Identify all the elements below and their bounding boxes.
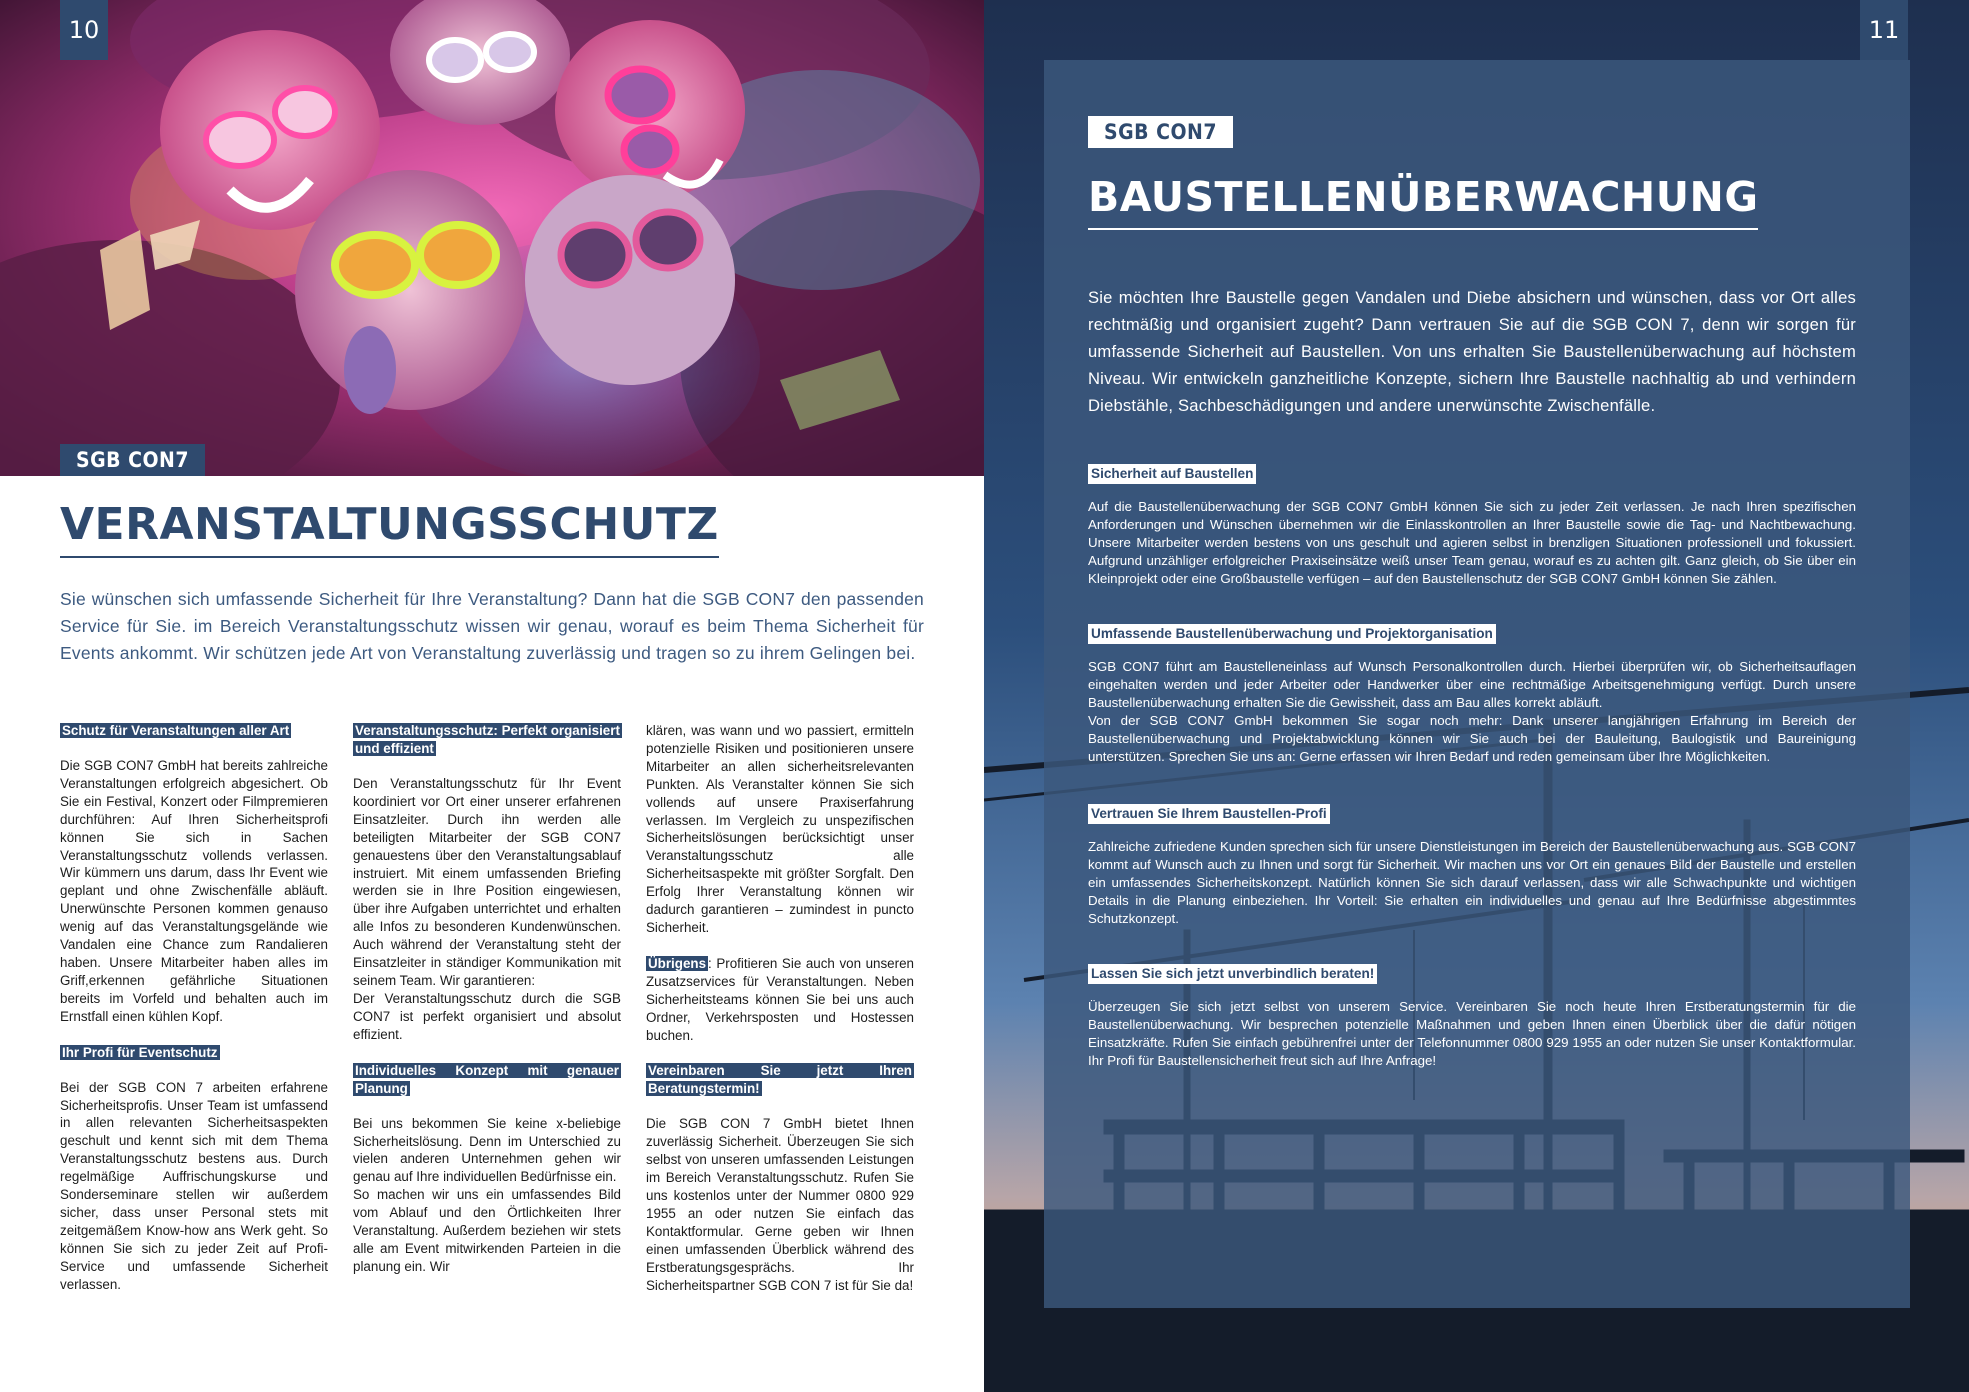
column-2 bbox=[353, 722, 621, 1294]
paragraph: Bei der SGB CON 7 arbeiten erfahrene Sicherheitsprofis. Unser Team ist umfassend in allen relevanten Sicherheitsaspekten geschult und kennt sich mit dem Thema Veranstaltungsschutz bestens aus. Durch regelmäßige Auffrischungskurse und Sonderseminare stellen wir außerdem sicher, dass unser Personal stets mit zeitgemäßem Know-how ans Werk geht. So können Sie sich zu jeder Zeit auf Profi-Service und umfassende Sicherheit verlassen. bbox=[60, 1079, 328, 1292]
page-title: BAUSTELLENÜBERWACHUNG bbox=[1088, 168, 1758, 230]
paragraph-note bbox=[646, 955, 914, 1045]
paragraph: Der Veranstaltungsschutz durch die SGB CON7 ist perfekt organisiert und absolut effizient. bbox=[353, 990, 621, 1042]
page-number: 10 bbox=[60, 0, 108, 60]
paragraph: Den Veranstaltungsschutz für Ihr Event koordiniert vor Ort einer unserer erfahrenen Einsatzleiter. Durch ihn werden alle beteiligten Mitarbeiter der SGB CON7 genauestens über den Veranstaltungsablauf instruiert. Mit einem umfassenden Briefing werden sie in Ihre Position eingewiesen, über ihre Aufgaben unterrichtet und erhalten alle Infos zu besonderen Kundenwünschen. Auch während der Veranstaltung steht der Einsatzleiter in ständiger Kommunikation mit seinem Team. Wir garantieren: bbox=[353, 776, 621, 988]
section-heading: Vertrauen Sie Ihrem Baustellen-Profi bbox=[1088, 804, 1330, 824]
article-columns bbox=[60, 722, 926, 1322]
paragraph: So machen wir uns ein umfassendes Bild vom Ablauf und den Örtlichkeiten Ihrer Veranstaltung. Außerdem beziehen wir stets alle am Event mitwirkenden Parteien in die planung ein. Wir bbox=[353, 1187, 621, 1274]
paragraph: klären, was wann und wo passiert, ermitteln potenzielle Risiken und positionieren unsere Mitarbeiter an allen sicherheitsrelevanten Punkten. Als Veranstalter können Sie sich vollends auf unsere Praxiserfahrung verlassen. Im Vergleich zu unspezifischen Sicherheitslösungen berücksichtigt unser Veranstaltungsschutz alle Sicherheitsaspekte mit größter Sorgfalt. Den Erfolg Ihrer Veranstaltung können wir dadurch garantieren – zumindest in puncto Sicherheit. bbox=[646, 723, 914, 935]
subheading: Schutz für Veranstaltungen aller Art bbox=[62, 723, 290, 738]
section-body: Von der SGB CON7 GmbH bekommen Sie sogar noch mehr: Dank unserer langjährigen Erfahrung im Bereich der Baustellenüberwachung und Projektabwicklung können wir Sie auch bei der Bauleitung, Baulogistik und Baureinigung unterstützen. Sprechen Sie uns an: Gerne erfassen wir Ihren Bedarf und reden gemeinsam über Ihre Möglichkeiten. bbox=[1088, 712, 1856, 764]
page-number: 11 bbox=[1860, 0, 1908, 60]
section-body: Überzeugen Sie sich jetzt selbst von unserem Service. Vereinbaren Sie noch heute Ihren Erstberatungstermin für die Baustellenüberwachung. Wir besprechen potenzielle Maßnahmen und geben Ihnen einen Überblick über die dafür nötigen Einsatzkräfte. Rufen Sie einfach gebührenfrei unter der Telefonnummer 0800 929 1955 an oder nutzen Sie unser Kontaktformular. Ihr Profi für Baustellensicherheit freut sich auf Ihre Anfrage! bbox=[1088, 999, 1856, 1068]
right-page bbox=[984, 0, 1969, 1392]
paragraph: Bei uns bekommen Sie keine x-beliebige Sicherheitslösung. Denn im Unterschied zu vielen anderen Unternehmen gehen wir genau auf Ihre individuellen Bedürfnisse ein. bbox=[353, 1115, 621, 1185]
note-text: : Profitieren Sie auch von unseren Zusatzservices für Veranstaltungen. Neben Sicherheitsteams können Sie bei uns auch Ordner, Verkehrsposten und Hostessen buchen. bbox=[646, 955, 914, 1043]
left-page bbox=[0, 0, 984, 1392]
brand-tag: SGB CON7 bbox=[60, 444, 205, 476]
section-trust bbox=[1088, 804, 1856, 928]
subheading: Vereinbaren Sie jetzt Ihren Beratungstermin! bbox=[648, 1063, 912, 1097]
intro-text: Sie möchten Ihre Baustelle gegen Vandalen und Diebe absichern und wünschen, dass vor Ort alles rechtmäßig und organisiert zugeht? Dann vertrauen Sie auf die SGB CON 7, denn wir sorgen für umfassende Sicherheit auf Baustellen. Von uns erhalten Sie Baustellenüberwachung auf höchstem Niveau. Wir entwickeln ganzheitliche Konzepte, sichern Ihre Baustelle nachhaltig ab und verhindern Diebstähle, Sachbeschädigungen und andere unerwünschte Zwischenfälle. bbox=[1088, 288, 1856, 415]
section-heading: Lassen Sie sich jetzt unverbindlich beraten! bbox=[1088, 964, 1377, 984]
subheading: Individuelles Konzept mit genauer Planung bbox=[355, 1062, 619, 1096]
section-body: Zahlreiche zufriedene Kunden sprechen sich für unsere Dienstleistungen im Bereich der Baustellenüberwachung aus. SGB CON7 kommt auf Wunsch auch zu Ihnen und sorgt für Sicherheit. Wir machen uns vor Ort ein genaues Bild der Baustelle und erstellen ein umfassendes Sicherheitskonzept. Natürlich können Sie sich darauf verlassen, dass wir alle Schwachpunkte und wichtigen Details in die Planung einbeziehen. Ihr Vorteil: Sie erhalten ein individuelles und genau auf Ihre Bedürfnisse abgestimmtes Schutzkonzept. bbox=[1088, 839, 1856, 926]
section-heading: Sicherheit auf Baustellen bbox=[1088, 464, 1256, 484]
paragraph: Die SGB CON7 GmbH hat bereits zahlreiche Veranstaltungen erfolgreich abgesichert. Ob Sie ein Festival, Konzert oder Filmpremieren durchführen: Auf Ihren Sicherheitsprofi können Sie sich in Sachen Veranstaltungsschutz vollends verlassen. Wir kümmern uns darum, dass Ihr Event wie geplant und ohne Zwischenfälle abläuft. Unerwünschte Personen kommen genauso wenig auf das Veranstaltungsgelände wie Vandalen eine Chance zum Randalieren haben. Unsere Mitarbeiter haben alles im Griff,erkennen gefährliche Situationen bereits im Vorfeld und behalten auch im Ernstfall einen kühlen Kopf. bbox=[60, 758, 328, 1024]
highlight-label: Übrigens bbox=[648, 955, 707, 971]
paragraph: Die SGB CON 7 GmbH bietet Ihnen zuverlässig Sicherheit. Überzeugen Sie sich selbst von unseren umfassenden Leistungen im Bereich Veranstaltungsschutz. Rufen Sie uns kostenlos unter der Nummer 0800 929 1955 an oder nutzen Sie einfach das Kontaktformular. Gerne geben wir Ihnen einen umfassenden Überblick während des Erstberatungsgesprächs. Ihr Sicherheitspartner SGB CON 7 ist für Sie da! bbox=[646, 1116, 914, 1293]
event-photo bbox=[0, 0, 984, 476]
section-heading: Umfassende Baustellenüberwachung und Projektorganisation bbox=[1088, 624, 1496, 644]
subheading: Veranstaltungsschutz: Perfekt organisiert und effizient bbox=[355, 723, 620, 756]
section-consultation bbox=[1088, 964, 1856, 1070]
section-security bbox=[1088, 464, 1856, 588]
brand-tag: SGB CON7 bbox=[1088, 116, 1233, 148]
intro-text: Sie wünschen sich umfassende Sicherheit für Ihre Veranstaltung? Dann hat die SGB CON7 den passenden Service für Sie. im Bereich Veranstaltungsschutz wissen wir genau, worauf es beim Thema Sicherheit für Events ankommt. Wir schützen jede Art von Veranstaltung zuverlässig und tragen so zu ihrem Gelingen bei. bbox=[60, 589, 924, 663]
column-3 bbox=[646, 722, 914, 1312]
column-1 bbox=[60, 722, 328, 1311]
section-body: SGB CON7 führt am Baustelleneinlass auf Wunsch Personalkontrollen durch. Hierbei überprüfen wir, ob Sicherheitsauflagen eingehalten werden und jeder Arbeiter oder Handwerker über eine rechtmäßige Arbeitsgenehmigung verfügt. Durch unsere Baustellenüberwachung erhalten Sie die Gewissheit, dass am Bau alles korrekt abläuft. bbox=[1088, 659, 1856, 710]
subheading: Ihr Profi für Eventschutz bbox=[62, 1044, 218, 1060]
event-photo-illustration bbox=[0, 0, 984, 476]
section-project-organisation bbox=[1088, 624, 1856, 765]
page-title: VERANSTALTUNGSSCHUTZ bbox=[60, 496, 719, 558]
section-body: Auf die Baustellenüberwachung der SGB CON7 GmbH können Sie sich zu jeder Zeit verlassen. Je nach Ihren spezifischen Anforderungen und Wünschen übernehmen wir die Einlasskontrollen an Ihrer Baustelle sowie die Tag- und Nachtbewachung. Unsere Mitarbeiter werden bestens von uns geschult und agieren selbst in brenzligen Situationen professionell und fokussiert. Aufgrund unzähliger erfolgreicher Praxiseinsätze weiß unser Team genau, worauf es zu achten gilt. Ganz gleich, ob Sie über ein Kleinprojekt oder eine Großbaustelle verfügen – auf den Baustellenschutz der SGB CON7 GmbH können Sie zählen. bbox=[1088, 499, 1856, 586]
